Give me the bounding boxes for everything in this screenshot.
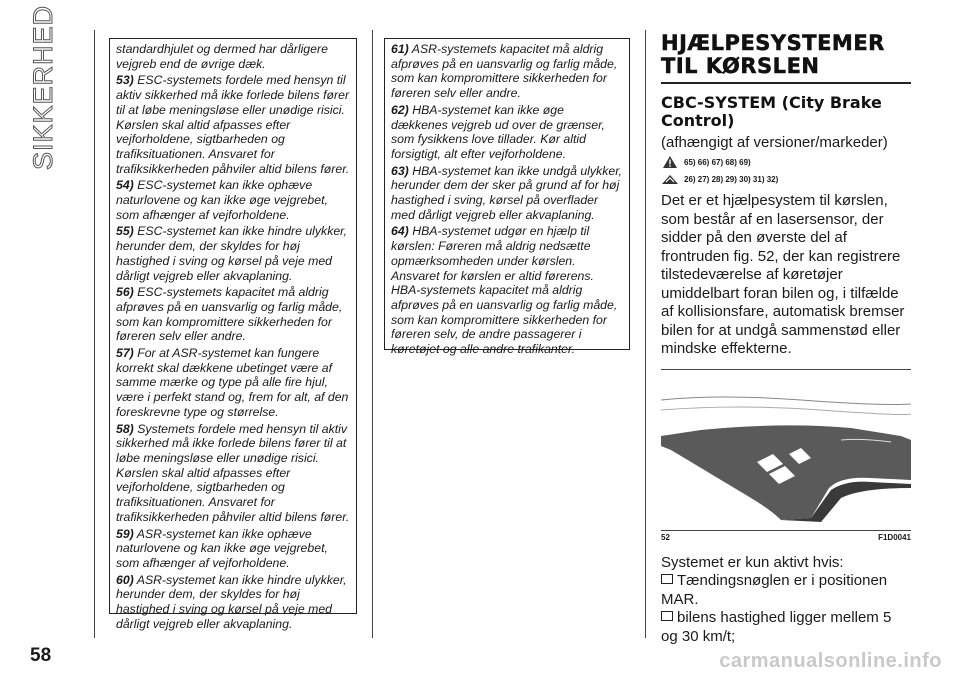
column-divider-middle: [372, 30, 373, 638]
warning-item: 59) ASR-systemet kan ikke ophæve naturlovene og kan ikke øge vejgrebet, som afhænger af vejforholdene.: [116, 526, 328, 570]
section-tab: [28, 4, 84, 170]
variant-note: (afhængigt af versioner/markeder): [661, 134, 888, 151]
note-refs: 26) 27) 28) 29) 30) 31) 32): [661, 172, 911, 186]
condition-item: bilens hastighed ligger mellem 5 og 30 km/t;: [661, 609, 892, 645]
description-text: Det er et hjælpesystem til kørslen, som består af en lasersensor, der sidder på den øverste del af frontruden fig. 52, der kan registrere tilstedeværelse af køretøjer umiddelbart foran bilen og, i tilfælde af kollisionsfare, automatisk bremser bilen for at undgå sammenstød eller mindske effekterne.: [661, 192, 905, 357]
right-column: [661, 32, 911, 646]
column-divider-right: [645, 30, 646, 638]
checkbox-bullet-icon: [661, 611, 673, 621]
warning-box-middle: [384, 38, 630, 357]
warning-intro: standardhjulet og dermed har dårligere vejgreb end de øvrige dæk.: [116, 42, 328, 71]
section-heading: HJÆLPESYSTEMER TIL KØRSLEN: [661, 31, 885, 78]
important-note-icon: [661, 172, 679, 186]
figure-caption: [661, 530, 911, 542]
figure-number: 52: [661, 532, 670, 542]
warning-refs: 65) 66) 67) 68) 69): [661, 155, 911, 169]
warning-item: 57) For at ASR-systemet kan fungere korrekt skal dækkene ubetinget være af samme mærke og type på alle fire hjul, være i perfekt stand og, frem for alt, af den foreskrevne type og størrelse.: [116, 346, 349, 419]
heading-rule: [661, 82, 911, 84]
warning-item: 63) HBA-systemet kan ikke undgå ulykker, herunder dem der sker på grund af for høj hastighed i sving, kørsel på overflader med dårligt vejgreb eller akvaplaning.: [391, 163, 623, 222]
windshield-sensor-illustration: [661, 370, 911, 530]
checkbox-bullet-icon: [661, 574, 673, 584]
warning-item: 64) HBA-systemet udgør en hjælp til kørslen: Føreren må aldrig nedsætte opmærksomheden under kørslen. Ansvaret for kørslen er altid førerens. HBA-systemets kapacitet må aldrig afprøves på en uansvarlig og farlig måde, som kan kompromittere sikkerheden for føreren selv, de andre passagerer i køretøjet og alle andre trafikanter.: [391, 224, 618, 357]
warning-item: 61) ASR-systemets kapacitet må aldrig afprøves på en uansvarlig og farlig måde, som kan kompromittere sikkerheden for føreren selv eller andre.: [391, 42, 618, 101]
section-tab-label: SIKKERHED: [28, 4, 58, 170]
warning-item: 60) ASR-systemet kan ikke hindre ulykker, herunder dem, der skyldes for høj hastighed i sving og kørsel på veje med dårligt vejgreb eller akvaplaning.: [116, 572, 347, 631]
warning-item: 62) HBA-systemet kan ikke øge dækkenes vejgreb ud over de grænser, som fysikkens love tillader. Kør altid forsigtigt, alt efter vejforholdene.: [391, 102, 605, 161]
subsection-heading: CBC-SYSTEM (City Brake Control): [661, 93, 882, 130]
active-intro: Systemet er kun aktivt hvis:: [661, 553, 844, 571]
warning-item: 58) Systemets fordele med hensyn til aktiv sikkerhed må ikke forlede bilens fører til at løbe meningsløse eller unødige risici. Kørslen skal altid afpasses efter vejforholdene, sigtbarheden og trafiksituationen. Ansvaret for trafiksikkerheden påhviler altid bilens fører.: [116, 421, 350, 524]
warning-item: 54) ESC-systemet kan ikke ophæve naturlovene og kan ikke øge vejgrebet, som afhænger af vejforholdene.: [116, 178, 328, 222]
warning-item: 55) ESC-systemet kan ikke hindre ulykker, herunder dem, der skyldes for høj hastighed i sving og kørsel på veje med dårligt vejgreb eller akvaplaning.: [116, 224, 348, 283]
warning-triangle-icon: [661, 155, 679, 169]
warning-box-left: [109, 38, 357, 631]
condition-item: Tændingsnøglen er i positionen MAR.: [661, 572, 888, 608]
column-divider-left: [94, 30, 95, 638]
page-number: 58: [30, 645, 52, 666]
footer-watermark: carmanualsonline.info: [719, 650, 942, 672]
figure-code: F1D0041: [878, 532, 911, 542]
figure-sensor-windshield: [661, 370, 911, 530]
warning-item: 53) ESC-systemets fordele med hensyn til aktiv sikkerhed må ikke forlede bilens fører til at løbe meningsløse eller unødige risici. Kørslen skal altid afpasses efter vejforholdene, sigtbarheden og trafiksituationen. Ansvaret for trafiksikkerheden påhviler altid bilens fører.: [116, 73, 350, 176]
warning-item: 56) ESC-systemets kapacitet må aldrig afprøves på en uansvarlig og farlig måde, som kan kompromittere sikkerheden for føreren selv eller andre.: [116, 285, 343, 344]
